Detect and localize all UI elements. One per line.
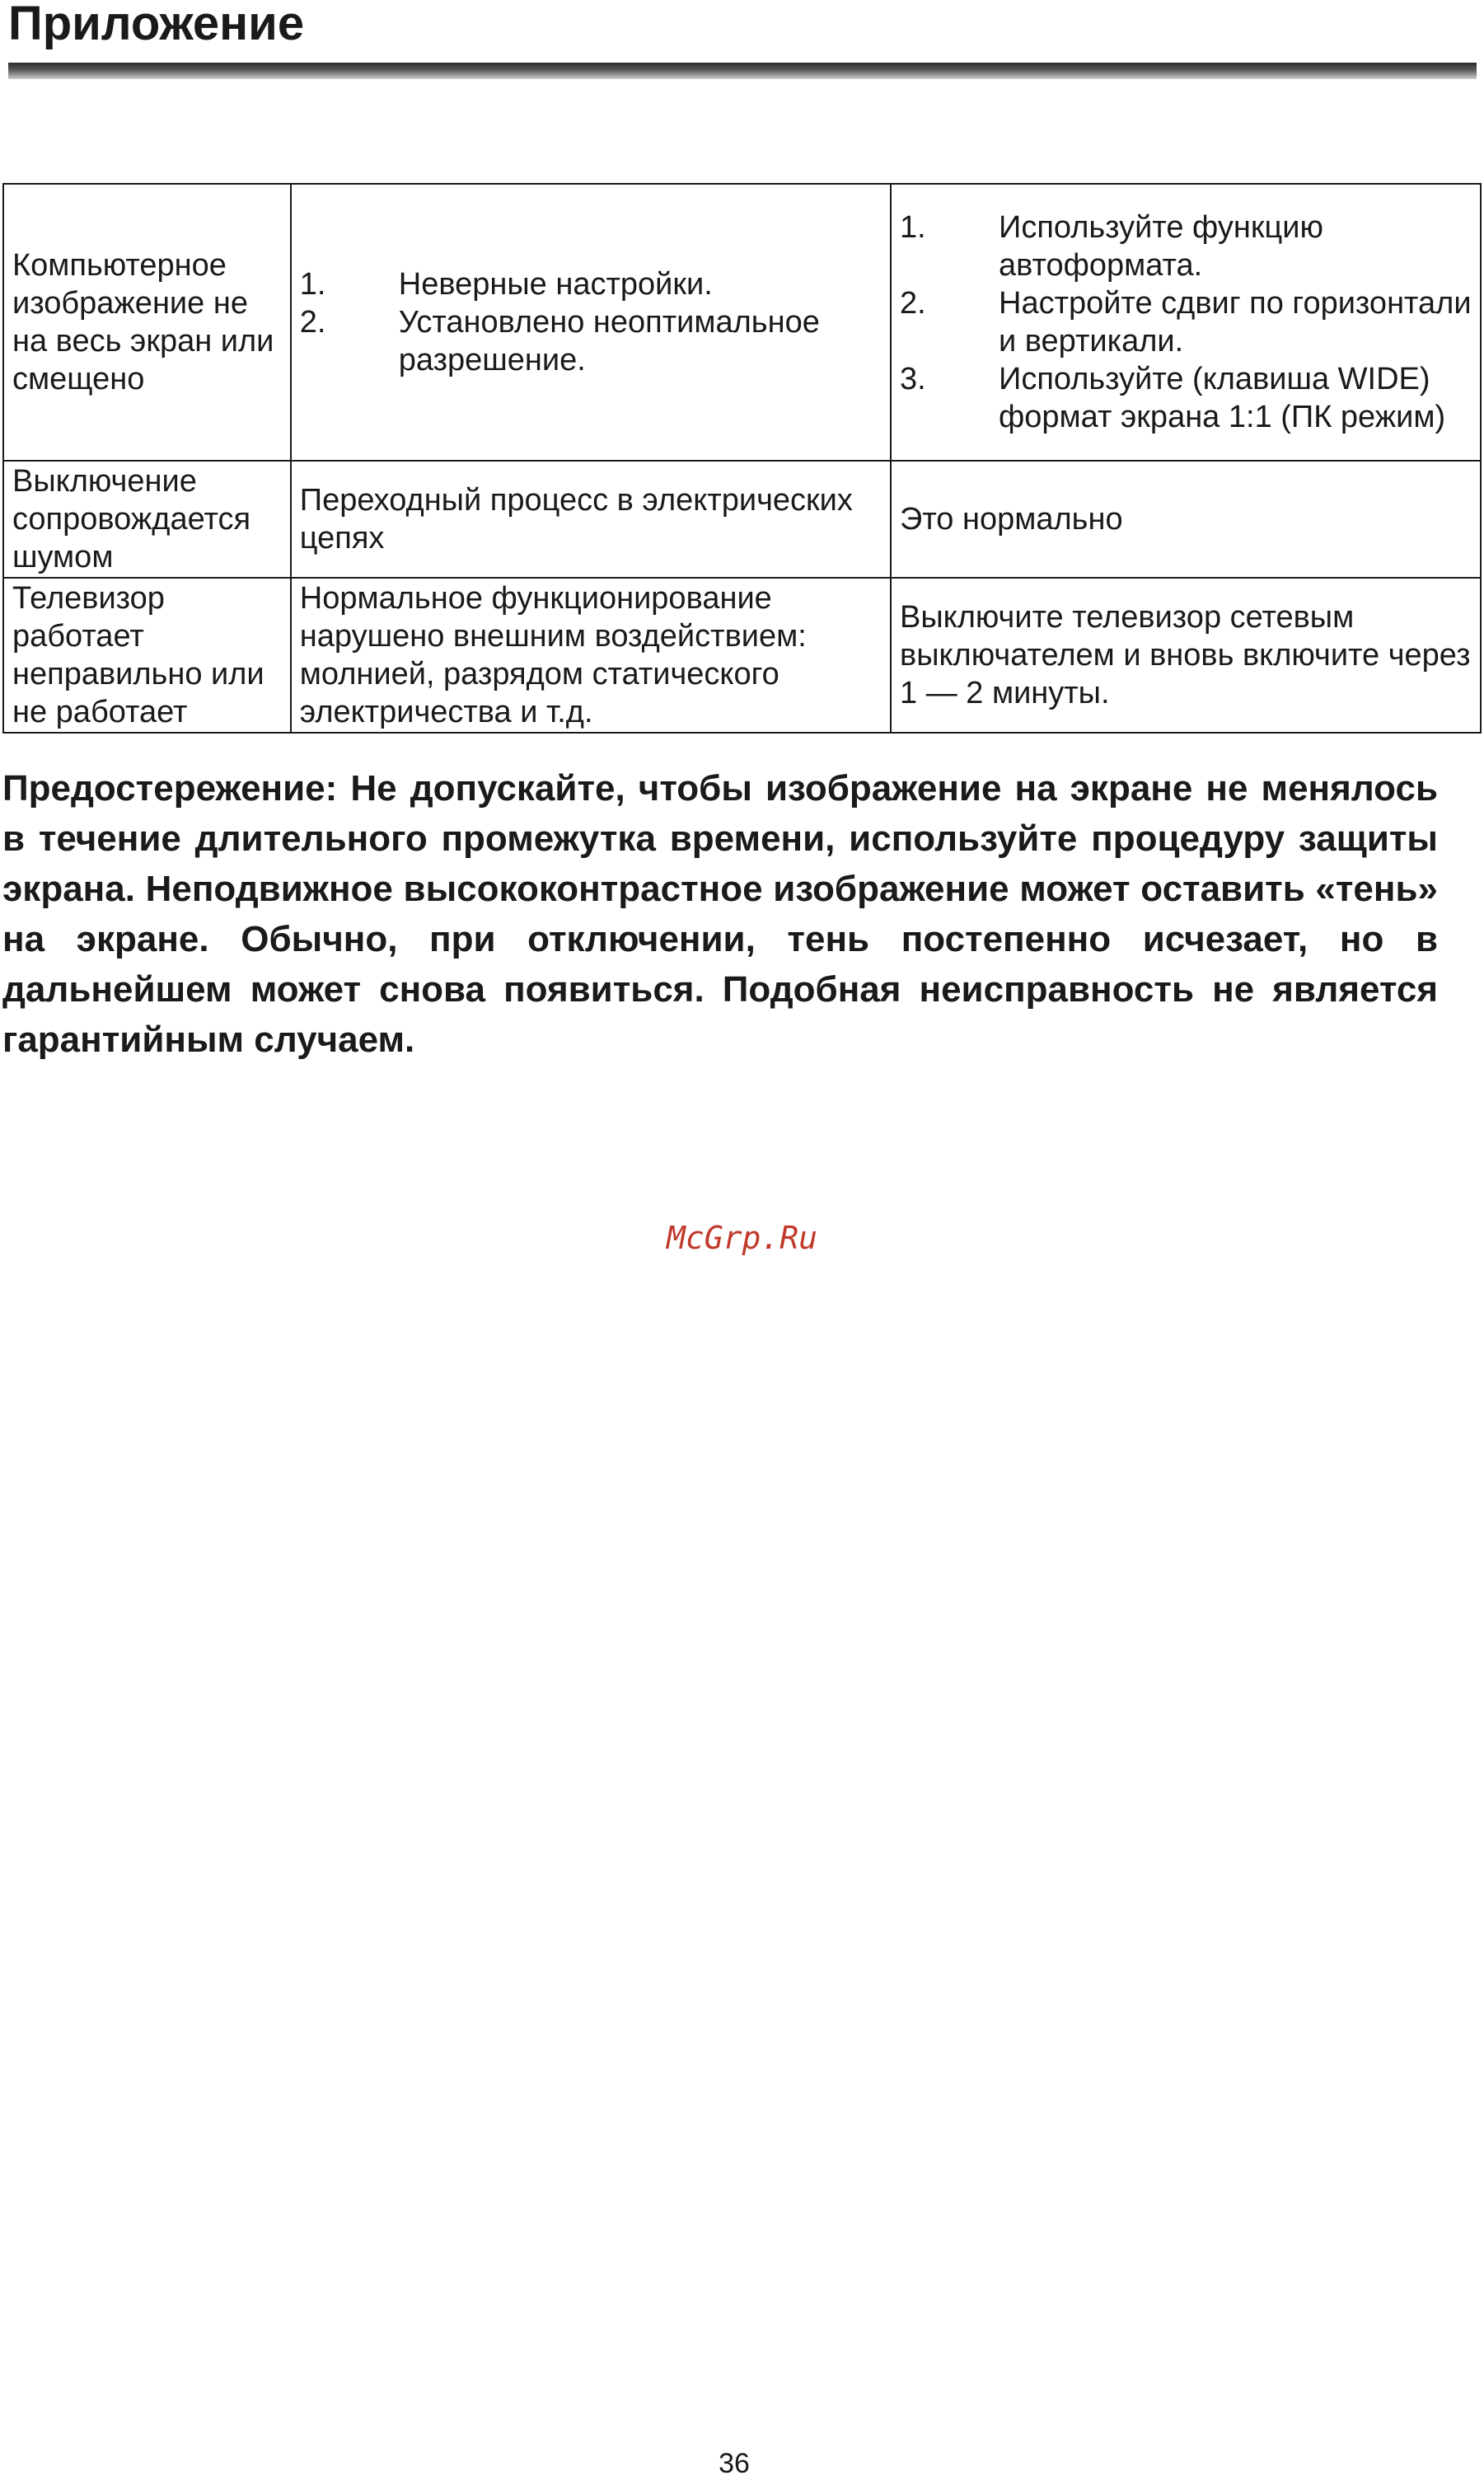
- table-row: [3, 578, 1481, 733]
- list-item: [300, 303, 882, 379]
- page-title: Приложение: [8, 0, 305, 50]
- remedy-cell: [891, 184, 1481, 461]
- remedy-cell: Это нормально: [891, 461, 1481, 578]
- cause-cell: Нормальное функционирование нарушено внешним воздействием: молнией, разрядом статического электричества и т.д.: [291, 578, 891, 733]
- troubleshooting-table: [2, 183, 1482, 734]
- list-text: Настройте сдвиг по горизонтали и вертикали.: [999, 286, 1472, 359]
- symptom-cell: Компьютерное изображение не на весь экран или смещено: [3, 184, 291, 461]
- list-text: Используйте (клавиша WIDE) формат экрана 1:1 (ПК режим): [999, 362, 1446, 434]
- list-number: 2.: [299, 305, 326, 340]
- cause-cell: Переходный процесс в электрических цепях: [291, 461, 891, 578]
- list-item: [900, 360, 1472, 436]
- symptom-cell: Телевизор работает неправильно или не работает: [3, 578, 291, 733]
- list-item: [900, 209, 1472, 284]
- list-text: Установлено неоптимальное разрешение.: [398, 305, 820, 377]
- table-row: [3, 461, 1481, 578]
- table-row: [3, 184, 1481, 461]
- list-text: Неверные настройки.: [398, 267, 713, 302]
- remedy-list: [900, 209, 1472, 436]
- cause-cell: [291, 184, 891, 461]
- list-item: [900, 284, 1472, 360]
- remedy-cell: Выключите телевизор сетевым выключателем и вновь включите через 1 — 2 минуты.: [891, 578, 1481, 733]
- cause-list: [300, 265, 882, 379]
- list-text: Используйте функцию автоформата.: [999, 210, 1323, 283]
- symptom-cell: Выключение сопровождается шумом: [3, 461, 291, 578]
- page-number: 36: [719, 2448, 750, 2479]
- list-number: 2.: [900, 286, 926, 321]
- list-item: [300, 265, 882, 303]
- list-number: 3.: [900, 362, 926, 396]
- title-rule: [8, 63, 1477, 79]
- watermark: McGrp.Ru: [666, 1220, 818, 1256]
- warning-paragraph: Предостережение: Не допускайте, чтобы изображение на экране не менялось в течение длительного промежутка времени, используйте процедуру защиты экрана. Неподвижное высококонтрастное изображение может оставить «тень» на экране. Обычно, при отключении, тень постепенно исчезает, но в дальнейшем может снова появиться. Подобная неисправность не является гарантийным случаем.: [2, 768, 1438, 1060]
- list-number: 1.: [299, 267, 326, 302]
- list-number: 1.: [900, 210, 926, 245]
